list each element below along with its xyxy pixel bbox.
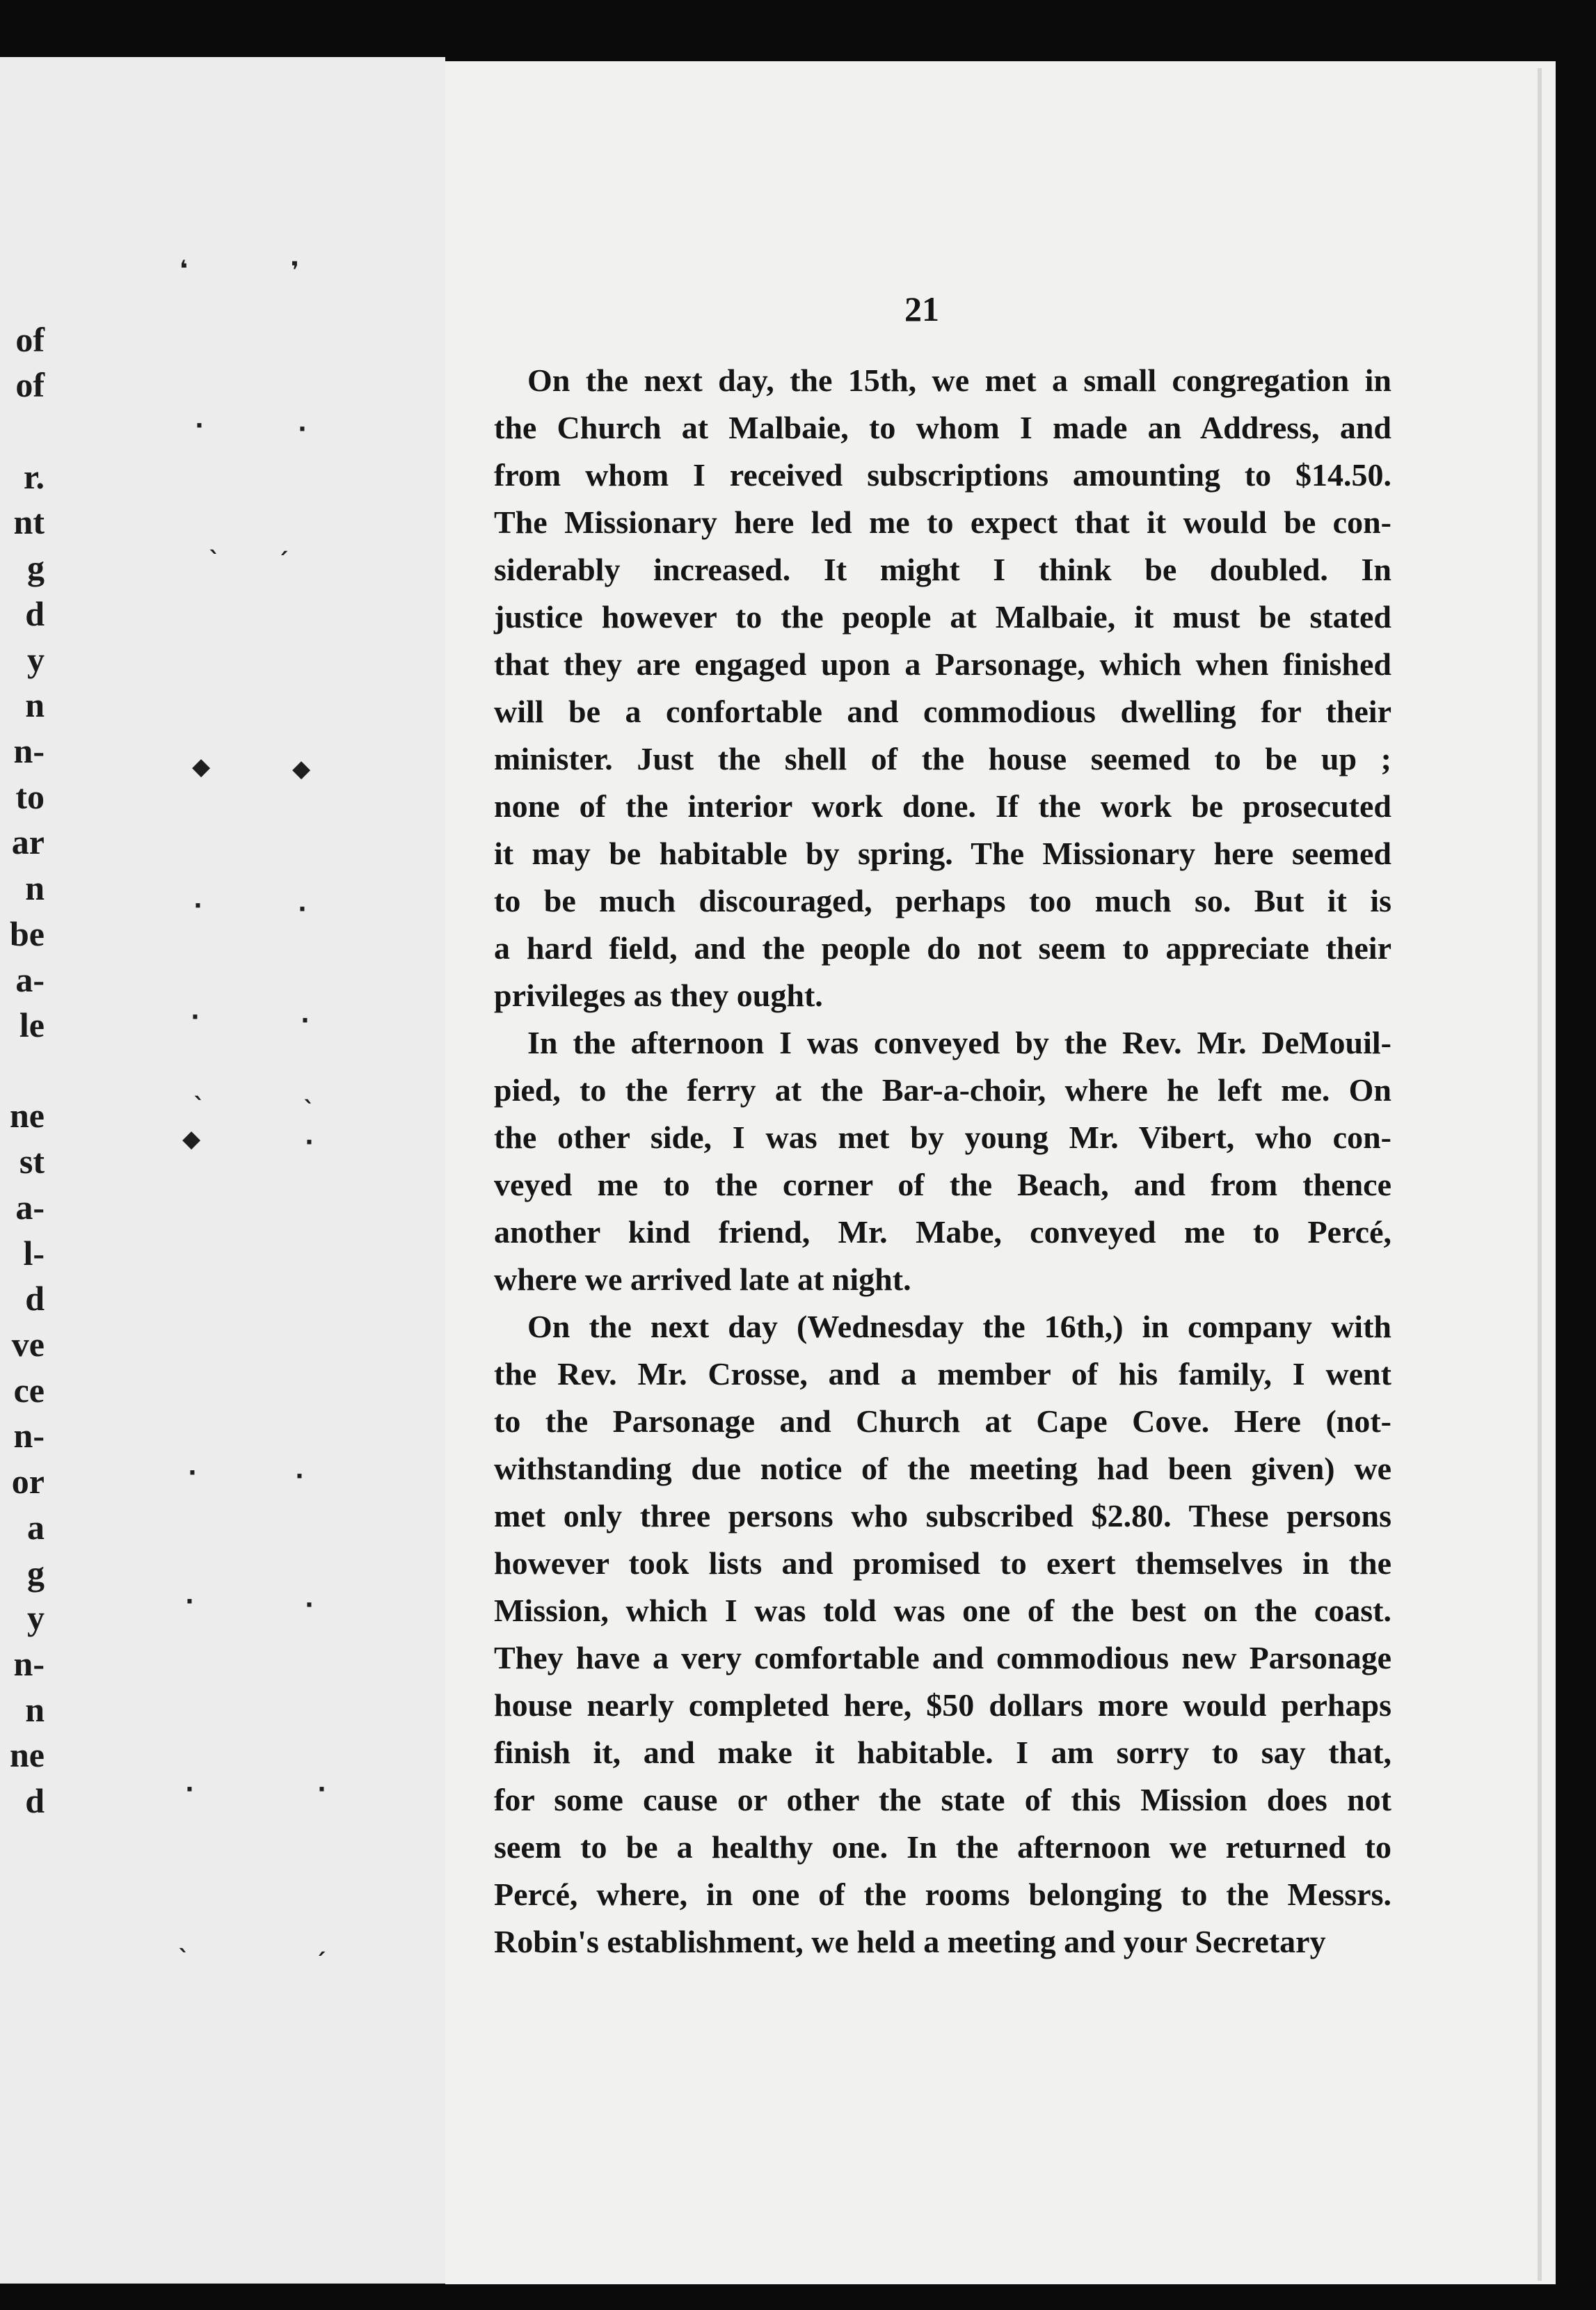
gutter-speck: · <box>298 895 307 923</box>
facing-page-fragment: n <box>25 868 45 907</box>
facing-page-fragment: n- <box>13 1644 45 1683</box>
facing-page-fragment: of <box>15 365 45 404</box>
body-text <box>494 357 1391 1966</box>
facing-page-fragment: be <box>10 914 45 953</box>
facing-page-fragment: a <box>27 1508 45 1547</box>
facing-page-fragment: r. <box>23 457 45 496</box>
facing-page-fragment: ve <box>11 1325 45 1364</box>
facing-page-fragment: to <box>15 777 45 816</box>
text-line: for some cause or other the state of this Mission does not <box>494 1782 1391 1817</box>
text-line: met only three persons who subscribed $2.80. These persons <box>494 1498 1391 1534</box>
page-edge <box>1538 68 1542 2281</box>
text-line: justice however to the people at Malbaie, it must be stated <box>494 599 1391 635</box>
facing-page-fragment: g <box>27 548 45 587</box>
page <box>445 61 1556 2284</box>
facing-page-fragment: y <box>27 640 45 679</box>
facing-page-fragment: n- <box>13 1416 45 1455</box>
text-line: to the Parsonage and Church at Cape Cove. Here (not- <box>494 1403 1391 1439</box>
gutter-speck: · <box>298 415 307 443</box>
gutter-speck: ❜ <box>291 257 299 285</box>
text-line: On the next day (Wednesday the 16th,) in company with <box>527 1309 1391 1344</box>
gutter-speck: · <box>295 1463 304 1490</box>
text-line: seem to be a healthy one. In the afternoon we returned to <box>494 1829 1391 1865</box>
text-line: the other side, I was met by young Mr. Vibert, who con- <box>494 1120 1391 1155</box>
gutter-speck: ˎ <box>303 1076 315 1104</box>
gutter-speck: ◆ <box>292 755 311 783</box>
text-line: withstanding due notice of the meeting had been given) we <box>494 1451 1391 1486</box>
facing-page-fragment: of <box>15 320 45 359</box>
gutter-speck: · <box>185 1588 194 1616</box>
facing-page-fragment: or <box>11 1462 45 1501</box>
gutter-speck: ◆ <box>182 1125 201 1153</box>
text-line: will be a confortable and commodious dwelling for their <box>494 694 1391 729</box>
facing-page-fragment: n <box>25 685 45 724</box>
text-line: Percé, where, in one of the rooms belonging to the Messrs. <box>494 1877 1391 1912</box>
facing-page-fragment: st <box>19 1142 45 1181</box>
facing-page <box>0 57 445 2284</box>
text-line: that they are engaged upon a Parsonage, which when finished <box>494 646 1391 682</box>
facing-page-fragment: nt <box>13 502 45 541</box>
text-line: a hard field, and the people do not seem to appreciate their <box>494 930 1391 966</box>
text-line: house nearly completed here, $50 dollars more would perhaps <box>494 1687 1391 1723</box>
text-line: however took lists and promised to exert themselves in the <box>494 1545 1391 1581</box>
facing-page-fragment: n <box>25 1690 45 1729</box>
page-number: 21 <box>904 289 939 328</box>
gutter-speck: ◆ <box>192 753 211 781</box>
gutter-speck: · <box>195 412 204 440</box>
text-line: another kind friend, Mr. Mabe, conveyed me to Percé, <box>494 1214 1391 1250</box>
facing-page-fragment: a- <box>15 1188 45 1227</box>
text-line: Robin's establishment, we held a meeting and your Secretary <box>494 1924 1326 1959</box>
text-line: the Church at Malbaie, to whom I made an Address, and <box>494 410 1391 445</box>
gutter-speck: ˎ <box>209 527 221 555</box>
gutter-speck: · <box>301 1007 310 1035</box>
text-line: siderably increased. It might I think be doubled. In <box>494 552 1391 587</box>
facing-page-fragment: n- <box>13 731 45 770</box>
scan-border <box>0 2284 1596 2310</box>
facing-page-fragment: ne <box>10 1096 45 1135</box>
text-line: the Rev. Mr. Crosse, and a member of his family, I went <box>494 1356 1391 1392</box>
facing-page-fragment: le <box>19 1005 45 1044</box>
facing-page-fragment: y <box>27 1598 45 1637</box>
text-line: where we arrived late at night. <box>494 1261 911 1297</box>
gutter-speck: · <box>305 1591 314 1619</box>
gutter-speck: ˏ <box>277 528 289 556</box>
facing-page-fragment: g <box>27 1554 45 1593</box>
facing-page-fragment: d <box>25 594 45 633</box>
facing-page-fragment: l- <box>23 1234 45 1273</box>
text-line: pied, to the ferry at the Bar-a-choir, where he left me. On <box>494 1072 1391 1108</box>
text-line: On the next day, the 15th, we met a small congregation in <box>527 363 1391 398</box>
facing-page-fragment: ce <box>13 1371 45 1410</box>
text-line: They have a very comfortable and commodious new Parsonage <box>494 1640 1391 1675</box>
gutter-speck: ˎ <box>178 1925 190 1953</box>
gutter-speck: · <box>188 1459 197 1487</box>
text-line: from whom I received subscriptions amounting to $14.50. <box>494 457 1391 493</box>
gutter-speck: ˎ <box>193 1073 205 1101</box>
gutter-speck: ❛ <box>179 255 188 283</box>
text-line: finish it, and make it habitable. I am sorry to say that, <box>494 1735 1391 1770</box>
gutter-speck: · <box>193 892 202 920</box>
gutter-speck: · <box>305 1129 314 1156</box>
text-line: veyed me to the corner of the Beach, and from thence <box>494 1167 1391 1202</box>
facing-page-fragment: a- <box>15 960 45 999</box>
facing-page-fragment: ne <box>10 1735 45 1774</box>
facing-page-fragment: ar <box>11 822 45 861</box>
facing-page-fragment: d <box>25 1781 45 1820</box>
text-line: it may be habitable by spring. The Missionary here seemed <box>494 836 1391 871</box>
text-line: privileges as they ought. <box>494 978 823 1013</box>
facing-page-fragment: d <box>25 1279 45 1318</box>
text-line: Mission, which I was told was one of the best on the coast. <box>494 1593 1391 1628</box>
text-line: none of the interior work done. If the work be prosecuted <box>494 788 1391 824</box>
text-line: In the afternoon I was conveyed by the Rev. Mr. DeMouil- <box>527 1025 1391 1060</box>
gutter-speck: · <box>191 1003 200 1031</box>
text-line: to be much discouraged, perhaps too much so. But it is <box>494 883 1391 918</box>
gutter-speck: · <box>185 1776 194 1803</box>
text-line: minister. Just the shell of the house seemed to be up ; <box>494 741 1391 776</box>
text-line: The Missionary here led me to expect that it would be con- <box>494 504 1391 540</box>
gutter-speck: ˏ <box>314 1929 326 1957</box>
gutter-speck: · <box>317 1776 326 1803</box>
